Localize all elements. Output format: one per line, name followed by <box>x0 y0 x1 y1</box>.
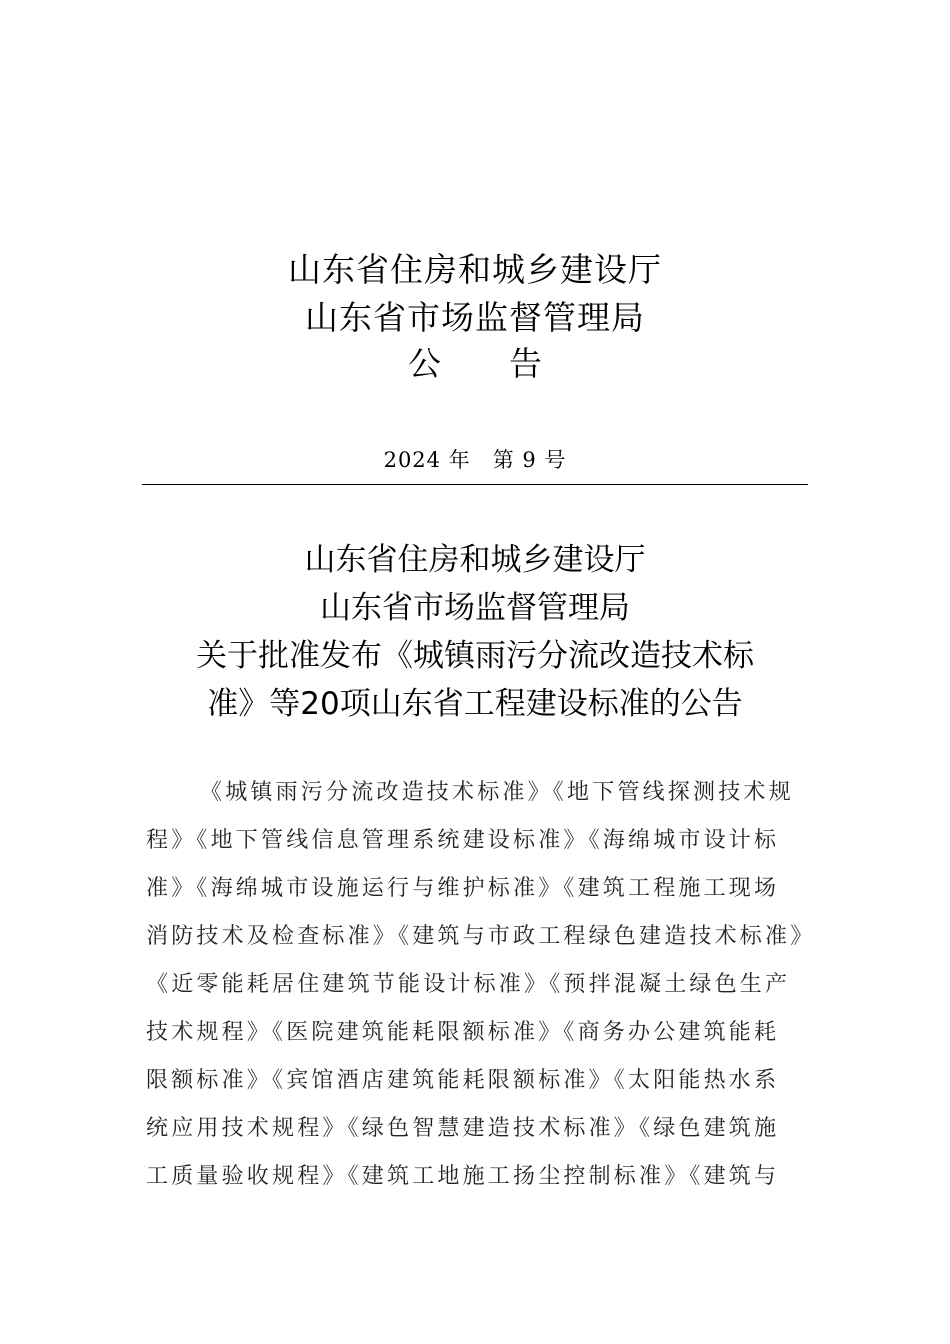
body-line-3: 准》《海绵城市设施运行与维护标准》《建筑工程施工现场 <box>146 876 780 901</box>
notice-title <box>0 344 950 384</box>
body-line-8: 统应用技术规程》《绿色智慧建造技术标准》《绿色建筑施 <box>146 1116 780 1141</box>
body-line-6: 技术规程》《医院建筑能耗限额标准》《商务办公建筑能耗 <box>146 1020 780 1045</box>
headline-line-4: 准》等20项山东省工程建设标准的公告 <box>207 686 743 722</box>
issuer-name-market: 山东省市场监督管理局 <box>305 298 645 337</box>
body-line-5: 《近零能耗居住建筑节能设计标准》《预拌混凝土绿色生产 <box>146 972 791 997</box>
notice-title-char-1: 公 <box>408 344 441 383</box>
header-divider <box>142 484 808 485</box>
headline-line-1: 山东省住房和城乡建设厅 <box>304 542 646 578</box>
body-line-2: 程》《地下管线信息管理系统建设标准》《海绵城市设计标 <box>146 828 780 853</box>
notice-title-char-2: 告 <box>509 344 542 383</box>
body-line-1: 《城镇雨污分流改造技术标准》《地下管线探测技术规 <box>200 780 794 805</box>
headline-line-3: 关于批准发布《城镇雨污分流改造技术标 <box>196 638 754 674</box>
headline-line-2: 山东省市场监督管理局 <box>320 590 630 626</box>
body-line-4: 消防技术及检查标准》《建筑与市政工程绿色建造技术标准》 <box>146 924 816 949</box>
issuer-name-housing: 山东省住房和城乡建设厅 <box>288 250 662 289</box>
body-line-7: 限额标准》《宾馆酒店建筑能耗限额标准》《太阳能热水系 <box>146 1068 780 1093</box>
document-number: 2024 年 第 9 号 <box>383 448 567 472</box>
body-line-9: 工质量验收规程》《建筑工地施工扬尘控制标准》《建筑与 <box>146 1164 780 1189</box>
